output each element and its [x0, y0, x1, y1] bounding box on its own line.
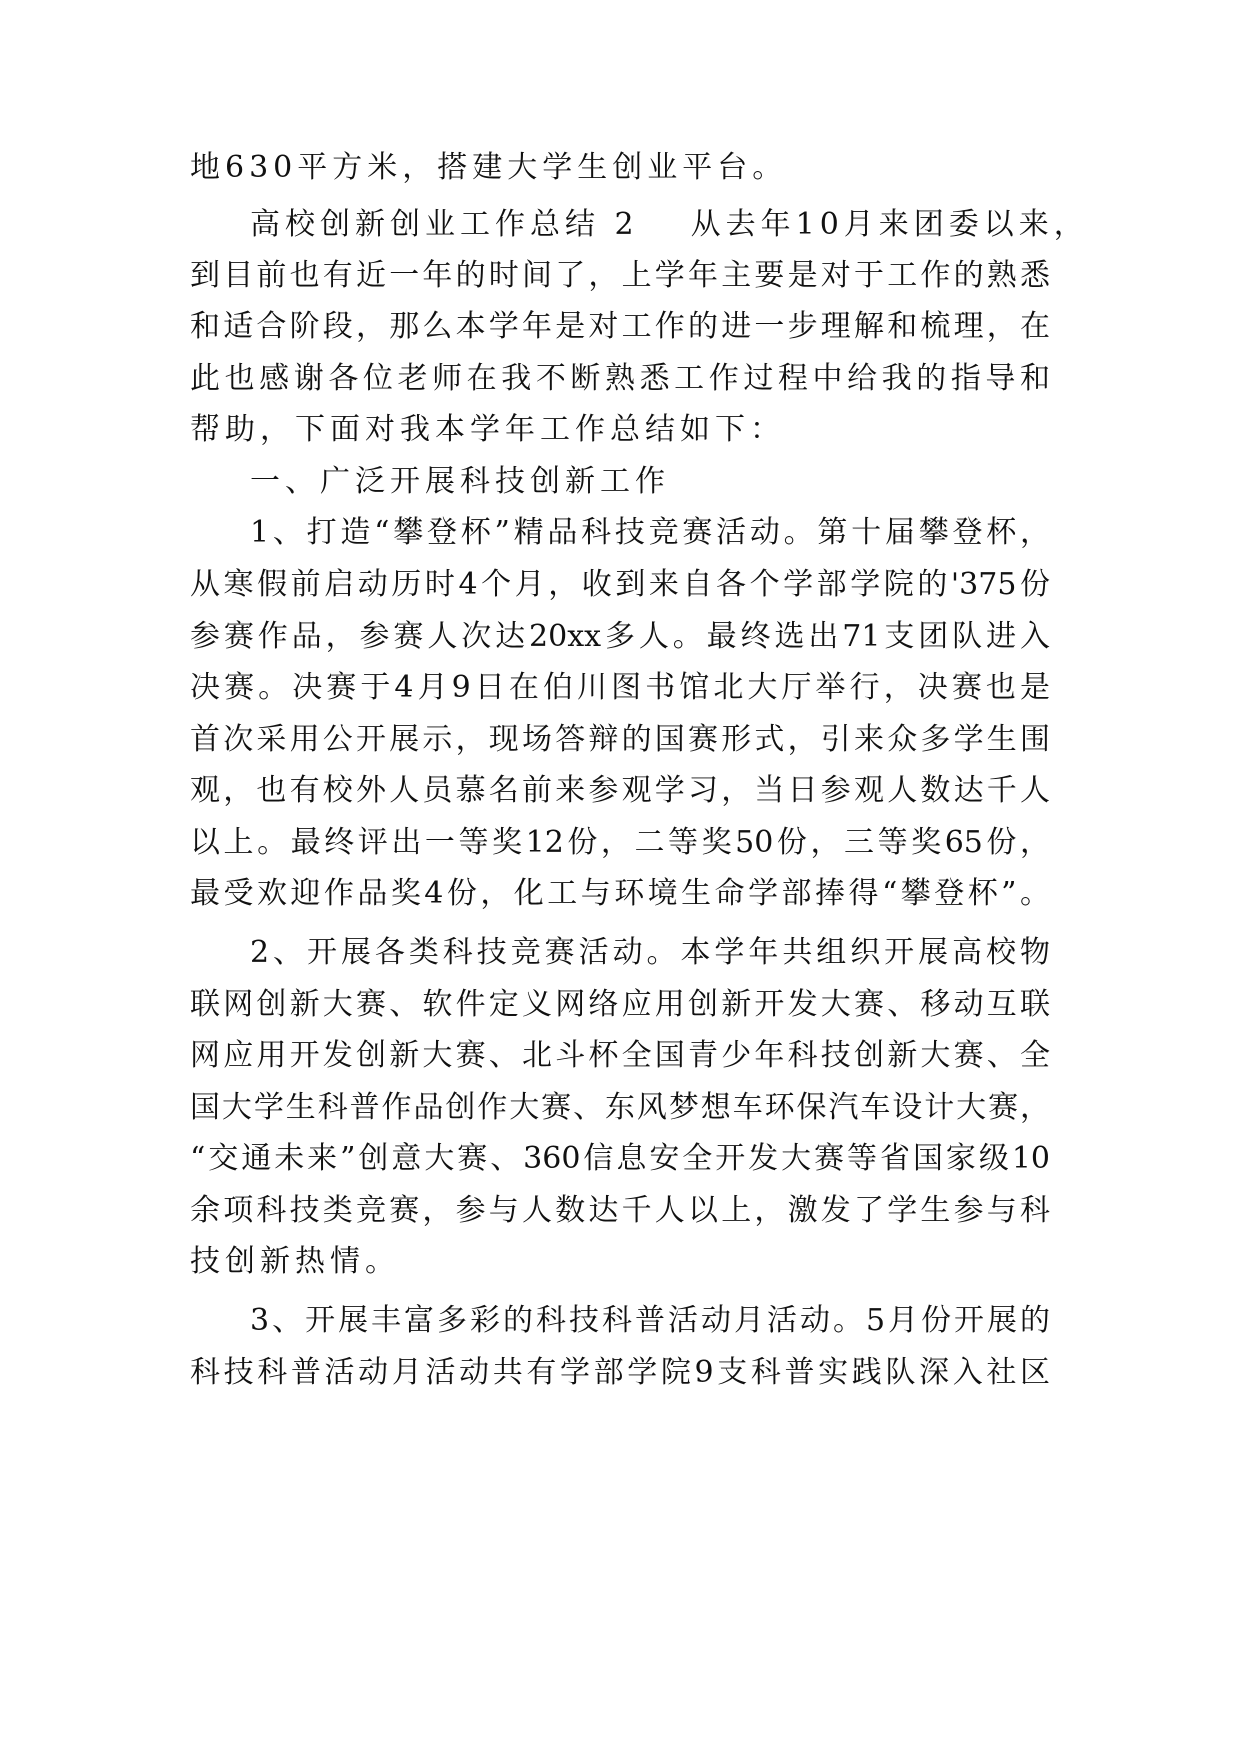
- text-line: 到目前也有近一年的时间了，上学年主要是对于工作的熟悉: [190, 258, 1050, 293]
- text-line: 决赛。决赛于4月9日在伯川图书馆北大厅举行，决赛也是: [190, 670, 1050, 705]
- text-line: “交通未来”创意大赛、360信息安全开发大赛等省国家级10: [190, 1141, 1050, 1176]
- text-line: 以上。最终评出一等奖12份，二等奖50份，三等奖65份，: [190, 825, 1050, 860]
- text-line: 3、开展丰富多彩的科技科普活动月活动。5月份开展的: [250, 1303, 1050, 1338]
- text-line: 网应用开发创新大赛、北斗杯全国青少年科技创新大赛、全: [190, 1038, 1050, 1073]
- text-line: 地630平方米，搭建大学生创业平台。: [190, 150, 788, 185]
- text-line: 余项科技类竞赛，参与人数达千人以上，激发了学生参与科: [190, 1193, 1050, 1228]
- text-line: 从寒假前启动历时4个月，收到来自各个学部学院的'375份: [190, 567, 1050, 602]
- text-line: 首次采用公开展示，现场答辩的国赛形式，引来众多学生围: [190, 722, 1050, 757]
- section-heading-line: [250, 197, 1089, 253]
- text-line: 帮助，下面对我本学年工作总结如下：: [190, 412, 785, 447]
- text-fragment: 从去年10月来团委以来，: [690, 207, 1089, 242]
- text-line: 2、开展各类科技竞赛活动。本学年共组织开展高校物: [250, 935, 1050, 970]
- text-line: 观，也有校外人员慕名前来参观学习，当日参观人数达千人: [190, 773, 1050, 808]
- text-line: 此也感谢各位老师在我不断熟悉工作过程中给我的指导和: [190, 361, 1050, 396]
- text-line: 技创新热情。: [190, 1244, 400, 1279]
- section-title: 高校创新创业工作总结 2: [250, 207, 639, 242]
- text-line: 国大学生科普作品创作大赛、东风梦想车环保汽车设计大赛，: [190, 1090, 1050, 1125]
- text-line: 参赛作品，参赛人次达20xx多人。最终选出71支团队进入: [190, 619, 1050, 654]
- text-line: 联网创新大赛、软件定义网络应用创新开发大赛、移动互联: [190, 987, 1050, 1022]
- text-line: 科技科普活动月活动共有学部学院9支科普实践队深入社区: [190, 1355, 1050, 1390]
- text-line: 和适合阶段，那么本学年是对工作的进一步理解和梳理，在: [190, 309, 1050, 344]
- text-line: 1、打造“攀登杯”精品科技竞赛活动。第十届攀登杯，: [250, 515, 1050, 550]
- text-line: 最受欢迎作品奖4份，化工与环境生命学部捧得“攀登杯”。: [190, 876, 1050, 911]
- section-heading: 一、广泛开展科技创新工作: [250, 464, 670, 499]
